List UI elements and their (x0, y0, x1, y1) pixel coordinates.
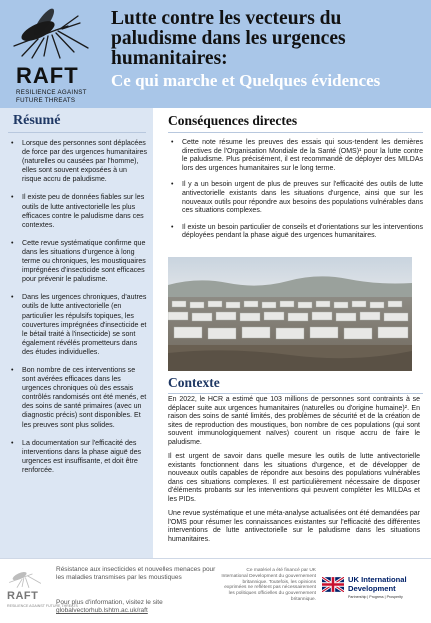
summary-item: • Dans les urgences chroniques, d'autres outils de lutte antivectorielle (en particulier les répulsifs topiques, les couvertures imprégnées d'insecticide et le bétail traité à l'insecticide) se sont également révélés prometteurs dans des études individuelles. (8, 293, 147, 357)
logo-wordmark: RAFT (16, 63, 79, 88)
footer-info-prefix: Pour plus d'information, visitez le site (56, 599, 163, 606)
mosquito-icon (8, 8, 108, 63)
context-paragraph: Il est urgent de savoir dans quelle mesure les outils de lutte antivectorielle existants fonctionnent dans les situations d'urgence, et de développer de nouveaux outils capables de répondre aux besoins des populations vulnérables dans ces situations complexes. Il est particulièrement nécessaire de disposer d'éléments probants sur les interventions qui peuvent compléter les MILDAs et les PIDs. (168, 453, 420, 503)
context-paragraph: En 2022, le HCR a estimé que 103 millions de personnes sont contraints à se déplacer suite aux urgences humanitaires (naturelles ou d'origine humaine)². En raison des soins de santé limités, des problèmes de sécurité et de la création de sites de reproduction des moustiques, bon nombre de ces populations (qui sont souvent immunologiquement naïves) courent un risque accru de faire le paludisme. (168, 396, 420, 446)
footer-logo-wordmark: RAFT (7, 590, 39, 602)
direct-list (168, 139, 423, 249)
context-heading: Contexte (168, 375, 220, 390)
direct-divider (168, 132, 423, 133)
union-flag-icon (322, 577, 344, 592)
context-paragraph: Une revue systématique et une méta-analyse actualisées ont été demandées par l'OMS pour résumer les connaissances existantes sur l'efficacité des différentes interventions de lutte antivectorielle sur le paludisme dans les situations humanitaires. (168, 510, 420, 543)
direct-item: • Cette note résume les preuves des essais qui sous-tendent les dernières directives de l'Organisation Mondiale de la Santé (OMS)¹ pour la lutte contre le paludisme. Plus précisément, il est recommandé de déployer des MILDAs lors des urgences humanitaires sur le long terme. (168, 139, 423, 173)
ukid-tagline: Partnership | Progress | Prosperity (348, 595, 403, 599)
footer-info (56, 599, 216, 615)
footer-website-link[interactable]: globalvectorhub.lshtm.ac.uk/raft (56, 607, 148, 614)
summary-item: • Bon nombre de ces interventions se sont avérées efficaces dans les urgences chroniques où des essais contrôlés randomisés ont été menés, et des soins de santé primaires (avec un diagnostic précis) sont disponibles. Et les preuves sont plus solides. (8, 366, 147, 430)
footer-logo-subtitle: RESILIENCE AGAINST FUTURE THREATS (7, 604, 78, 608)
mosquito-icon (7, 565, 49, 591)
raft-logo (8, 8, 118, 103)
context-divider (168, 393, 423, 394)
direct-item: • Il y a un besoin urgent de plus de preuves sur l'efficacité des outils de lutte antivectorielle existants dans les situations d'urgence, ainsi que sur les nouveaux outils pour répondre aux besoins des populations vulnérables dans ces situations complexes. (168, 181, 423, 215)
refugee-camp-photo (168, 257, 412, 371)
summary-item: • Il existe peu de données fiables sur les outils de lutte antivectorielle les plus efficaces contre le paludisme dans ces contextes. (8, 193, 147, 229)
page-subtitle: Ce qui marche et Quelques évidences (111, 71, 381, 90)
context-body (168, 396, 420, 550)
funding-disclaimer: Ce matériel a été financé par UK International Development du gouvernement britannique. Toutefois, les opinions exprimées ne reflètent pas nécessairement les politiques officielles du gouvernement britannique. (221, 568, 316, 602)
footer-tagline: Résistance aux insecticides et nouvelles menaces pour les maladies transmises par les moustiques (56, 566, 216, 581)
summary-item: • La documentation sur l'efficacité des interventions dans la phase aiguë des urgences est insuffisante, et doit être renforcée. (8, 439, 147, 475)
summary-item: • Cette revue systématique confirme que dans les situations d'urgence à long terme ou chroniques, les moustiquaires imprégnées d'insecticide sont efficaces pour prévenir le paludisme. (8, 239, 147, 284)
direct-heading: Conséquences directes (168, 113, 298, 128)
direct-item: • Il existe un besoin particulier de conseils et d'orientations sur les interventions déployées pendant la phase aiguë des urgences humanitaires. (168, 224, 423, 241)
summary-list (8, 139, 147, 484)
logo-subtitle: RESILIENCE AGAINST FUTURE THREATS (16, 89, 87, 104)
ukid-title: UK International Development (348, 575, 407, 593)
summary-item: • Lorsque des personnes sont déplacées de force par des urgences humanitaires (naturelles ou causées par l'homme), elles sont souvent exposées à un risque accru de paludisme. (8, 139, 147, 184)
uk-international-development-logo (322, 576, 427, 602)
page-title: Lutte contre les vecteurs du paludisme dans les urgences humanitaires: (111, 8, 346, 69)
direct-section (168, 113, 423, 129)
summary-divider (8, 132, 146, 133)
summary-heading: Résumé (13, 113, 61, 128)
